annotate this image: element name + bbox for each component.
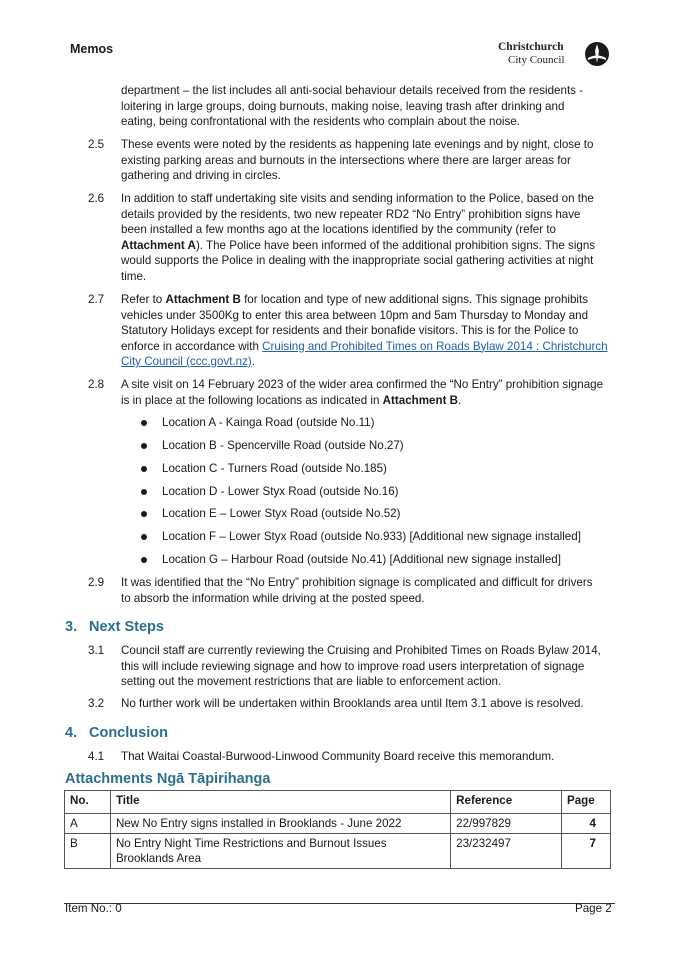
item-number: 3.1 — [88, 644, 105, 657]
text-line: setting out the movement restrictions that are liable to enforcement action. — [121, 675, 502, 688]
attachment-title: New No Entry signs installed in Brooklands - June 2022 — [110, 814, 450, 834]
list-item: Location D - Lower Styx Road (outside No.16) — [162, 485, 399, 498]
bullet-icon — [141, 443, 147, 449]
item-number: 2.6 — [88, 192, 105, 205]
text-span: Refer to — [121, 293, 166, 306]
text-line — [121, 393, 615, 409]
text-span: enforce in accordance with — [121, 339, 263, 353]
bullet-icon — [141, 557, 147, 563]
paragraph-3-2: No further work will be undertaken within Brooklands area until Item 3.1 above is resolved. — [121, 697, 584, 710]
text-line: time. — [121, 269, 147, 283]
footer-divider — [64, 903, 615, 904]
text-line: A site visit on 14 February 2023 of the wider area confirmed the “No Entry” prohibition signage — [121, 378, 604, 391]
text-line — [121, 238, 615, 254]
item-number: 3.2 — [88, 697, 105, 710]
paragraph-2-5 — [121, 137, 615, 184]
text-span: . — [251, 355, 256, 368]
attachment-page: 7 — [562, 834, 611, 869]
column-header: Reference — [451, 791, 562, 814]
text-span: is in place at the following locations as indicated in — [121, 393, 383, 407]
footer-item-number: Item No.: 0 — [65, 902, 122, 915]
item-number: 4.1 — [88, 750, 105, 763]
bullet-icon — [141, 420, 147, 426]
text-span: . — [458, 393, 462, 407]
table-header-row — [65, 791, 611, 814]
section-title: Next Steps — [89, 619, 164, 635]
text-line: details provided by the residents, two new repeater RD2 “No Entry” prohibition signs have — [121, 207, 581, 221]
section-title: Conclusion — [89, 725, 168, 741]
text-line: It was identified that the “No Entry” prohibition signage is complicated and difficult for drivers — [121, 576, 593, 589]
section-number: 3. — [65, 619, 78, 635]
list-item: Location E – Lower Styx Road (outside No.52) — [162, 507, 401, 520]
text-line: Council staff are currently reviewing the Cruising and Prohibited Times on Roads Bylaw 2014, — [121, 644, 601, 657]
bullet-icon — [141, 511, 147, 517]
column-header: No. — [65, 791, 111, 814]
intro-paragraph — [121, 83, 615, 130]
column-header: Title — [110, 791, 450, 814]
attachment-a-ref: Attachment A — [121, 238, 196, 252]
list-item: Location F – Lower Styx Road (outside No.933) [Additional new signage installed] — [162, 530, 581, 543]
paragraph-2-6 — [121, 191, 615, 284]
paragraph-2-7 — [121, 292, 615, 370]
table-row — [65, 834, 611, 869]
item-number: 2.8 — [88, 378, 105, 391]
table-row — [65, 814, 611, 834]
text-line: In addition to staff undertaking site visits and sending information to the Police, based on the — [121, 192, 594, 205]
text-line: would supports the Police in dealing with the inappropriate social gathering activities at night — [121, 254, 594, 267]
paragraph-2-9 — [121, 575, 615, 606]
paragraph-3-1 — [121, 643, 615, 690]
text-line — [121, 292, 615, 308]
text-line: Statutory Holidays except for residents and their bonafide visitors. This is for the Police to — [121, 324, 579, 337]
paragraph-4-1: That Waitai Coastal-Burwood-Linwood Community Board receive this memorandum. — [121, 750, 555, 763]
list-item: Location G – Harbour Road (outside No.41) [Additional new signage installed] — [162, 553, 561, 566]
footer-page-number: Page 2 — [575, 902, 612, 915]
item-number: 2.5 — [88, 138, 105, 151]
cathedral-logo-icon — [584, 41, 610, 67]
text-line: existing parking areas and burnouts in the intersections where there are larger areas for — [121, 153, 571, 167]
text-span: ). The Police have been informed of the additional prohibition signs. The signs — [195, 238, 596, 252]
bylaw-link[interactable]: Cruising and Prohibited Times on Roads Bylaw 2014 : Christchurch — [262, 339, 608, 353]
title-line: Brooklands Area — [115, 852, 202, 865]
council-logo — [498, 41, 610, 71]
paragraph-2-8 — [121, 377, 615, 408]
column-header: Page — [562, 791, 611, 814]
list-item: Location B - Spencerville Road (outside No.27) — [162, 439, 404, 452]
attachments-table — [64, 790, 611, 869]
text-line — [121, 354, 615, 370]
item-number: 2.9 — [88, 576, 105, 589]
attachment-b-ref: Attachment B — [382, 393, 459, 407]
bullet-icon — [141, 489, 147, 495]
list-item: Location A - Kainga Road (outside No.11) — [162, 416, 375, 429]
text-line: gathering and driving in circles. — [121, 169, 281, 182]
attachment-reference: 22/997829 — [451, 814, 562, 834]
text-line: been installed a few months ago at the locations identified by the community (refer to — [121, 223, 557, 236]
logo-text-line1: Christchurch — [498, 41, 564, 53]
list-item: Location C - Turners Road (outside No.185) — [162, 462, 387, 475]
header-title: Memos — [70, 42, 114, 56]
text-line: loitering in large groups, doing burnouts, making noise, leaving trash after drinking and — [121, 99, 565, 113]
section-number: 4. — [65, 725, 78, 741]
attachment-title — [110, 834, 450, 869]
text-line: to absorb the information while driving at the posted speed. — [121, 591, 425, 605]
attachment-no: B — [65, 834, 111, 869]
text-line: this will include reviewing signage and how to improve road users interpretation of signage — [121, 659, 585, 673]
text-line: eating, being confrontational with the residents who complain about the noise. — [121, 115, 520, 128]
attachment-reference: 23/232497 — [451, 834, 562, 869]
attachments-heading: Attachments Ngā Tāpirihanga — [65, 771, 271, 787]
logo-text-line2: City Council — [508, 54, 565, 66]
attachment-no: A — [65, 814, 111, 834]
item-number: 2.7 — [88, 293, 105, 306]
text-line: vehicles under 3500Kg to enter this area between 10pm and 5am Thursday to Monday and — [121, 308, 589, 322]
attachment-page: 4 — [562, 814, 611, 834]
title-line: No Entry Night Time Restrictions and Burnout Issues — [115, 837, 387, 850]
bullet-icon — [141, 534, 147, 540]
text-line — [121, 339, 615, 355]
text-line: These events were noted by the residents as happening late evenings and by night, close to — [121, 138, 594, 151]
bylaw-link-continued[interactable]: City Council (ccc.govt.nz) — [121, 355, 252, 368]
bullet-icon — [141, 466, 147, 472]
text-span: for location and type of new additional signs. This signage prohibits — [240, 293, 589, 306]
attachment-b-ref: Attachment B — [165, 293, 241, 306]
text-line: department – the list includes all anti-social behaviour details received from the residents - — [121, 84, 584, 97]
